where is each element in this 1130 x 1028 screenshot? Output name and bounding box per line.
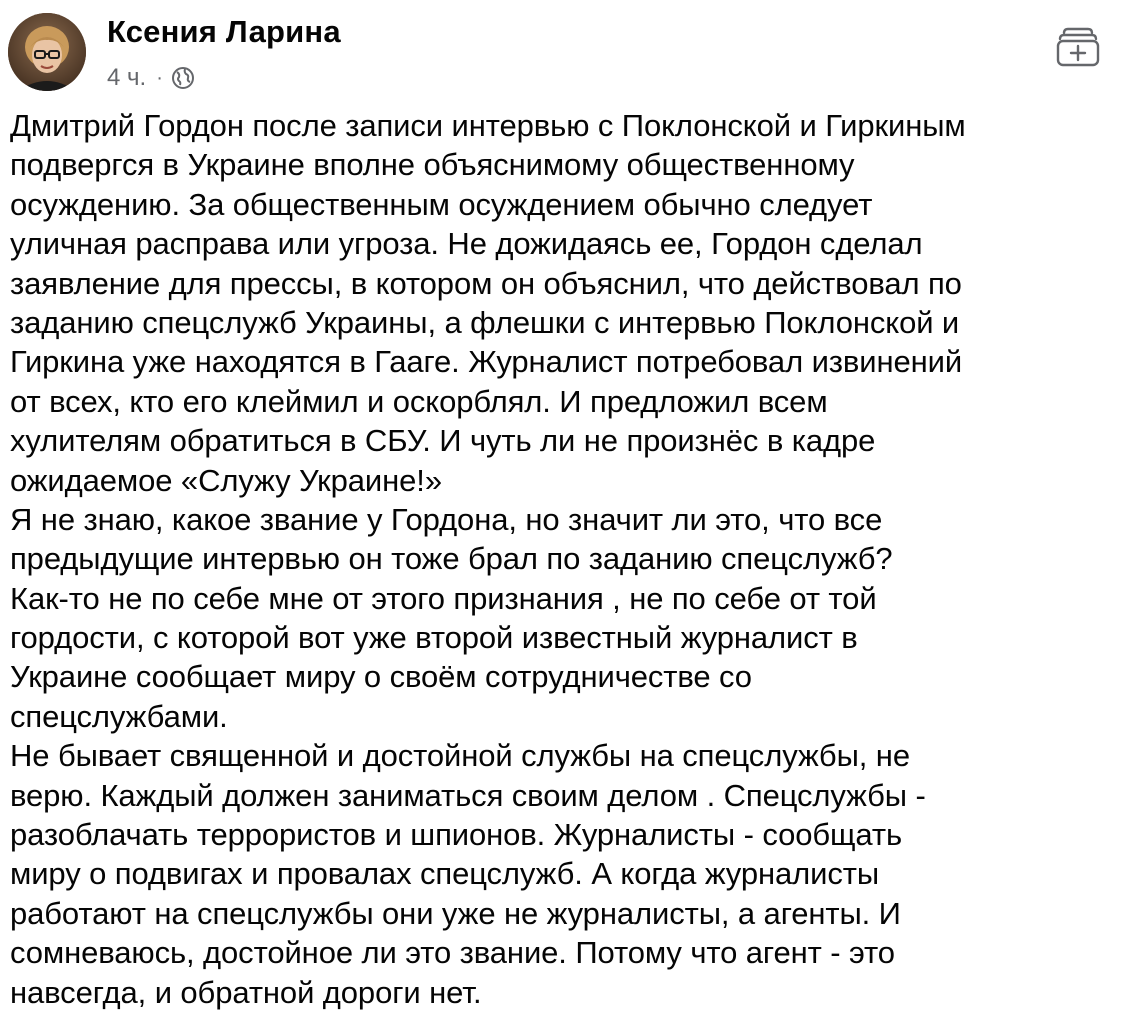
post-text-line: заданию спецслужб Украины, а флешки с интервью Поклонской и	[10, 304, 960, 340]
post-text-line: хулителям обратиться в СБУ. И чуть ли не произнёс в кадре	[10, 423, 876, 459]
avatar-image	[8, 13, 86, 91]
post-text-line: Я не знаю, какое звание у Гордона, но значит ли это, что все	[10, 501, 883, 537]
post-text-line: осуждению. За общественным осуждением обычно следует	[10, 186, 873, 222]
post-text-line: верю. Каждый должен заниматься своим делом . Спецслужбы -	[10, 777, 926, 813]
post-text-line: гордости, с которой вот уже второй известный журналист в	[10, 620, 858, 656]
post-text-line: предыдущие интервью он тоже брал по заданию спецслужб?	[10, 541, 893, 577]
post-text-line: навсегда, и обратной дороги нет.	[10, 974, 482, 1010]
post-text-line: заявление для прессы, в котором он объяснил, что действовал по	[10, 265, 962, 301]
post-text-line: сомневаюсь, достойное ли это звание. Потому что агент - это	[10, 935, 895, 971]
post-text-line: миру о подвигах и провалах спецслужб. А когда журналисты	[10, 856, 880, 892]
post-text	[10, 106, 1120, 1012]
post-text-line: спецслужбами.	[10, 698, 228, 734]
post-text-line: Дмитрий Гордон после записи интервью с Поклонской и Гиркиным	[10, 108, 966, 143]
post-meta	[107, 62, 195, 94]
bookmark-add-icon	[1055, 24, 1101, 68]
post-text-line: Гиркина уже находятся в Гааге. Журналист потребовал извинений	[10, 344, 963, 380]
post-text-line: работают на спецслужбы они уже не журналисты, а агенты. И	[10, 895, 901, 931]
post-text-line: уличная расправа или угроза. Не дожидаясь ее, Гордон сделал	[10, 226, 923, 262]
post-text-line: Украине сообщает миру о своём сотрудничестве со	[10, 659, 752, 695]
post-time[interactable]: 4 ч.	[107, 64, 147, 91]
post-text-line: от всех, кто его клеймил и оскорблял. И предложил всем	[10, 383, 828, 419]
post-text-line: ожидаемое «Служу Украине!»	[10, 462, 442, 498]
post-header	[0, 0, 1130, 100]
post-text-line: разоблачать террористов и шпионов. Журналисты - сообщать	[10, 817, 903, 853]
globe-icon[interactable]	[171, 66, 195, 90]
meta-separator: ·	[156, 66, 163, 89]
post-text-line: подвергся в Украине вполне объяснимому общественному	[10, 147, 855, 183]
save-post-button[interactable]	[1055, 24, 1101, 68]
author-avatar[interactable]	[8, 13, 86, 91]
post-text-line: Не бывает священной и достойной службы на спецслужбы, не	[10, 738, 910, 774]
author-name[interactable]: Ксения Ларина	[107, 14, 341, 49]
post-text-line: Как-то не по себе мне от этого признания , не по себе от той	[10, 580, 877, 616]
